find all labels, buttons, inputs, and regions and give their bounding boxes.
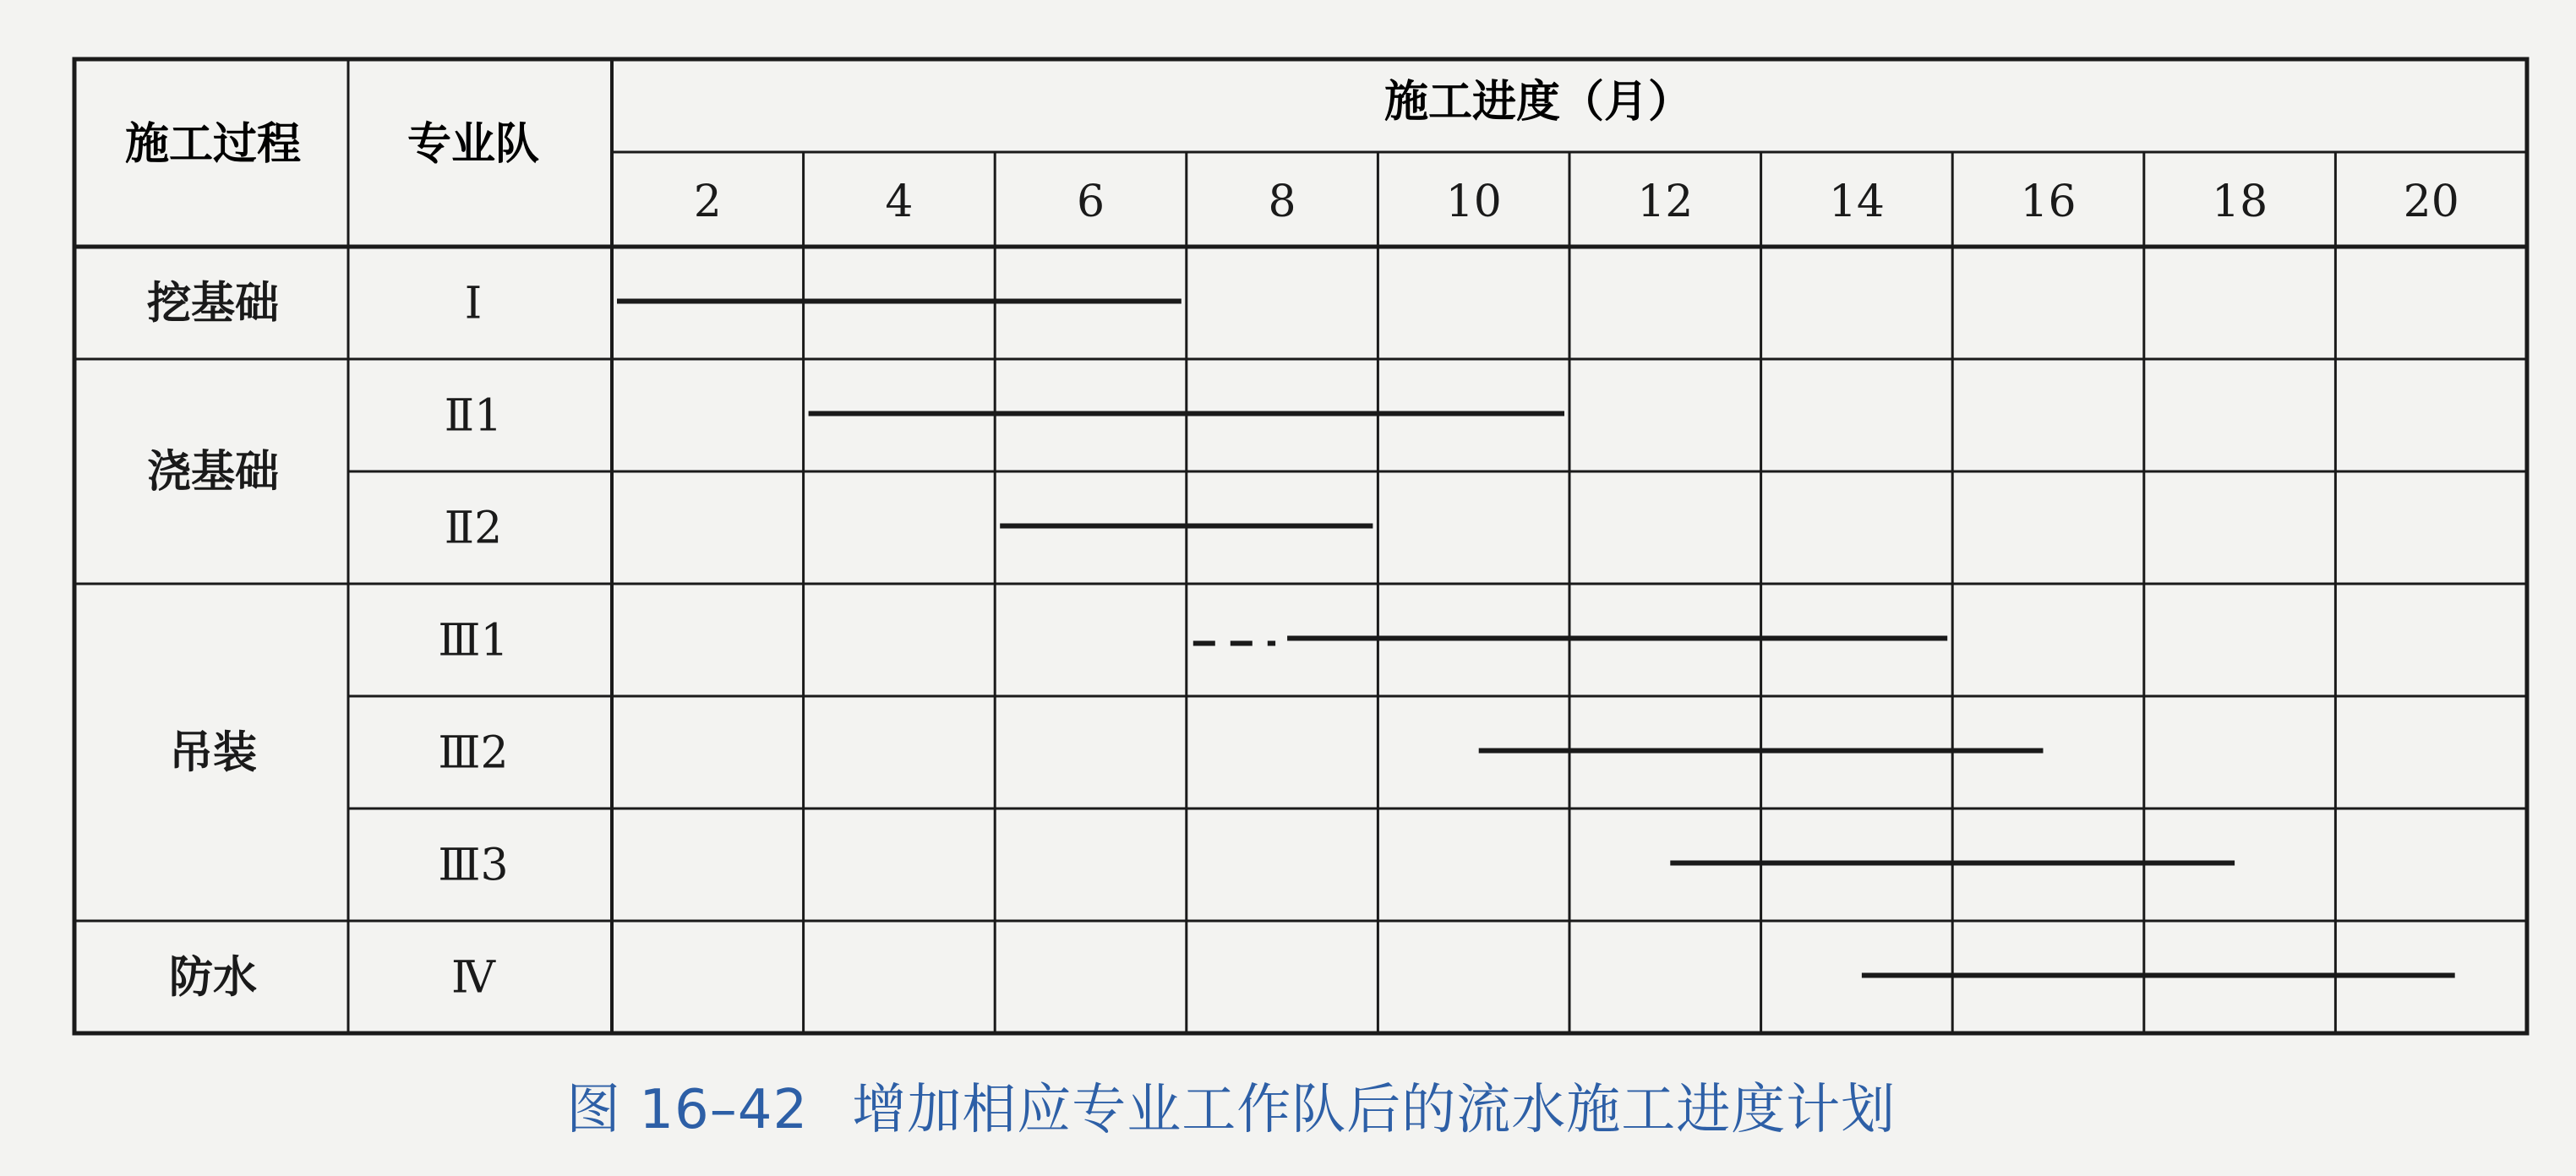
month-label: 16 <box>2020 177 2077 227</box>
team-label: Ⅳ <box>451 952 495 1004</box>
caption-number: 图 16–42 <box>566 1079 809 1141</box>
header-team: 专业队 <box>407 118 540 170</box>
month-label: 2 <box>693 177 722 227</box>
month-label: 6 <box>1076 177 1105 227</box>
month-label: 10 <box>1445 177 1502 227</box>
team-label: Ⅲ2 <box>438 727 509 779</box>
month-label: 4 <box>885 177 914 227</box>
process-label: 吊装 <box>168 727 258 779</box>
month-label: 12 <box>1637 177 1694 227</box>
month-label: 14 <box>1828 177 1885 227</box>
month-label: 8 <box>1268 177 1296 227</box>
process-label: 防水 <box>168 952 258 1004</box>
process-label: 浇基础 <box>146 447 280 498</box>
process-label: 挖基础 <box>146 278 280 329</box>
team-label: Ⅰ <box>464 278 483 329</box>
month-label: 20 <box>2403 177 2459 227</box>
header-process: 施工过程 <box>124 118 302 170</box>
team-label: Ⅱ1 <box>444 390 503 442</box>
team-label: Ⅱ2 <box>444 503 503 554</box>
row-labels <box>147 279 509 1004</box>
month-label: 18 <box>2212 177 2268 227</box>
schedule-bars <box>617 302 2455 976</box>
figure-caption <box>566 1066 1896 1144</box>
table-headers <box>125 76 1692 170</box>
team-label: Ⅲ1 <box>438 615 509 667</box>
header-schedule: 施工进度（月） <box>1384 76 1693 128</box>
team-label: Ⅲ3 <box>438 840 509 891</box>
month-tick-labels <box>694 177 2459 227</box>
caption-title: 增加相应专业工作队后的流水施工进度计划 <box>852 1079 1897 1141</box>
